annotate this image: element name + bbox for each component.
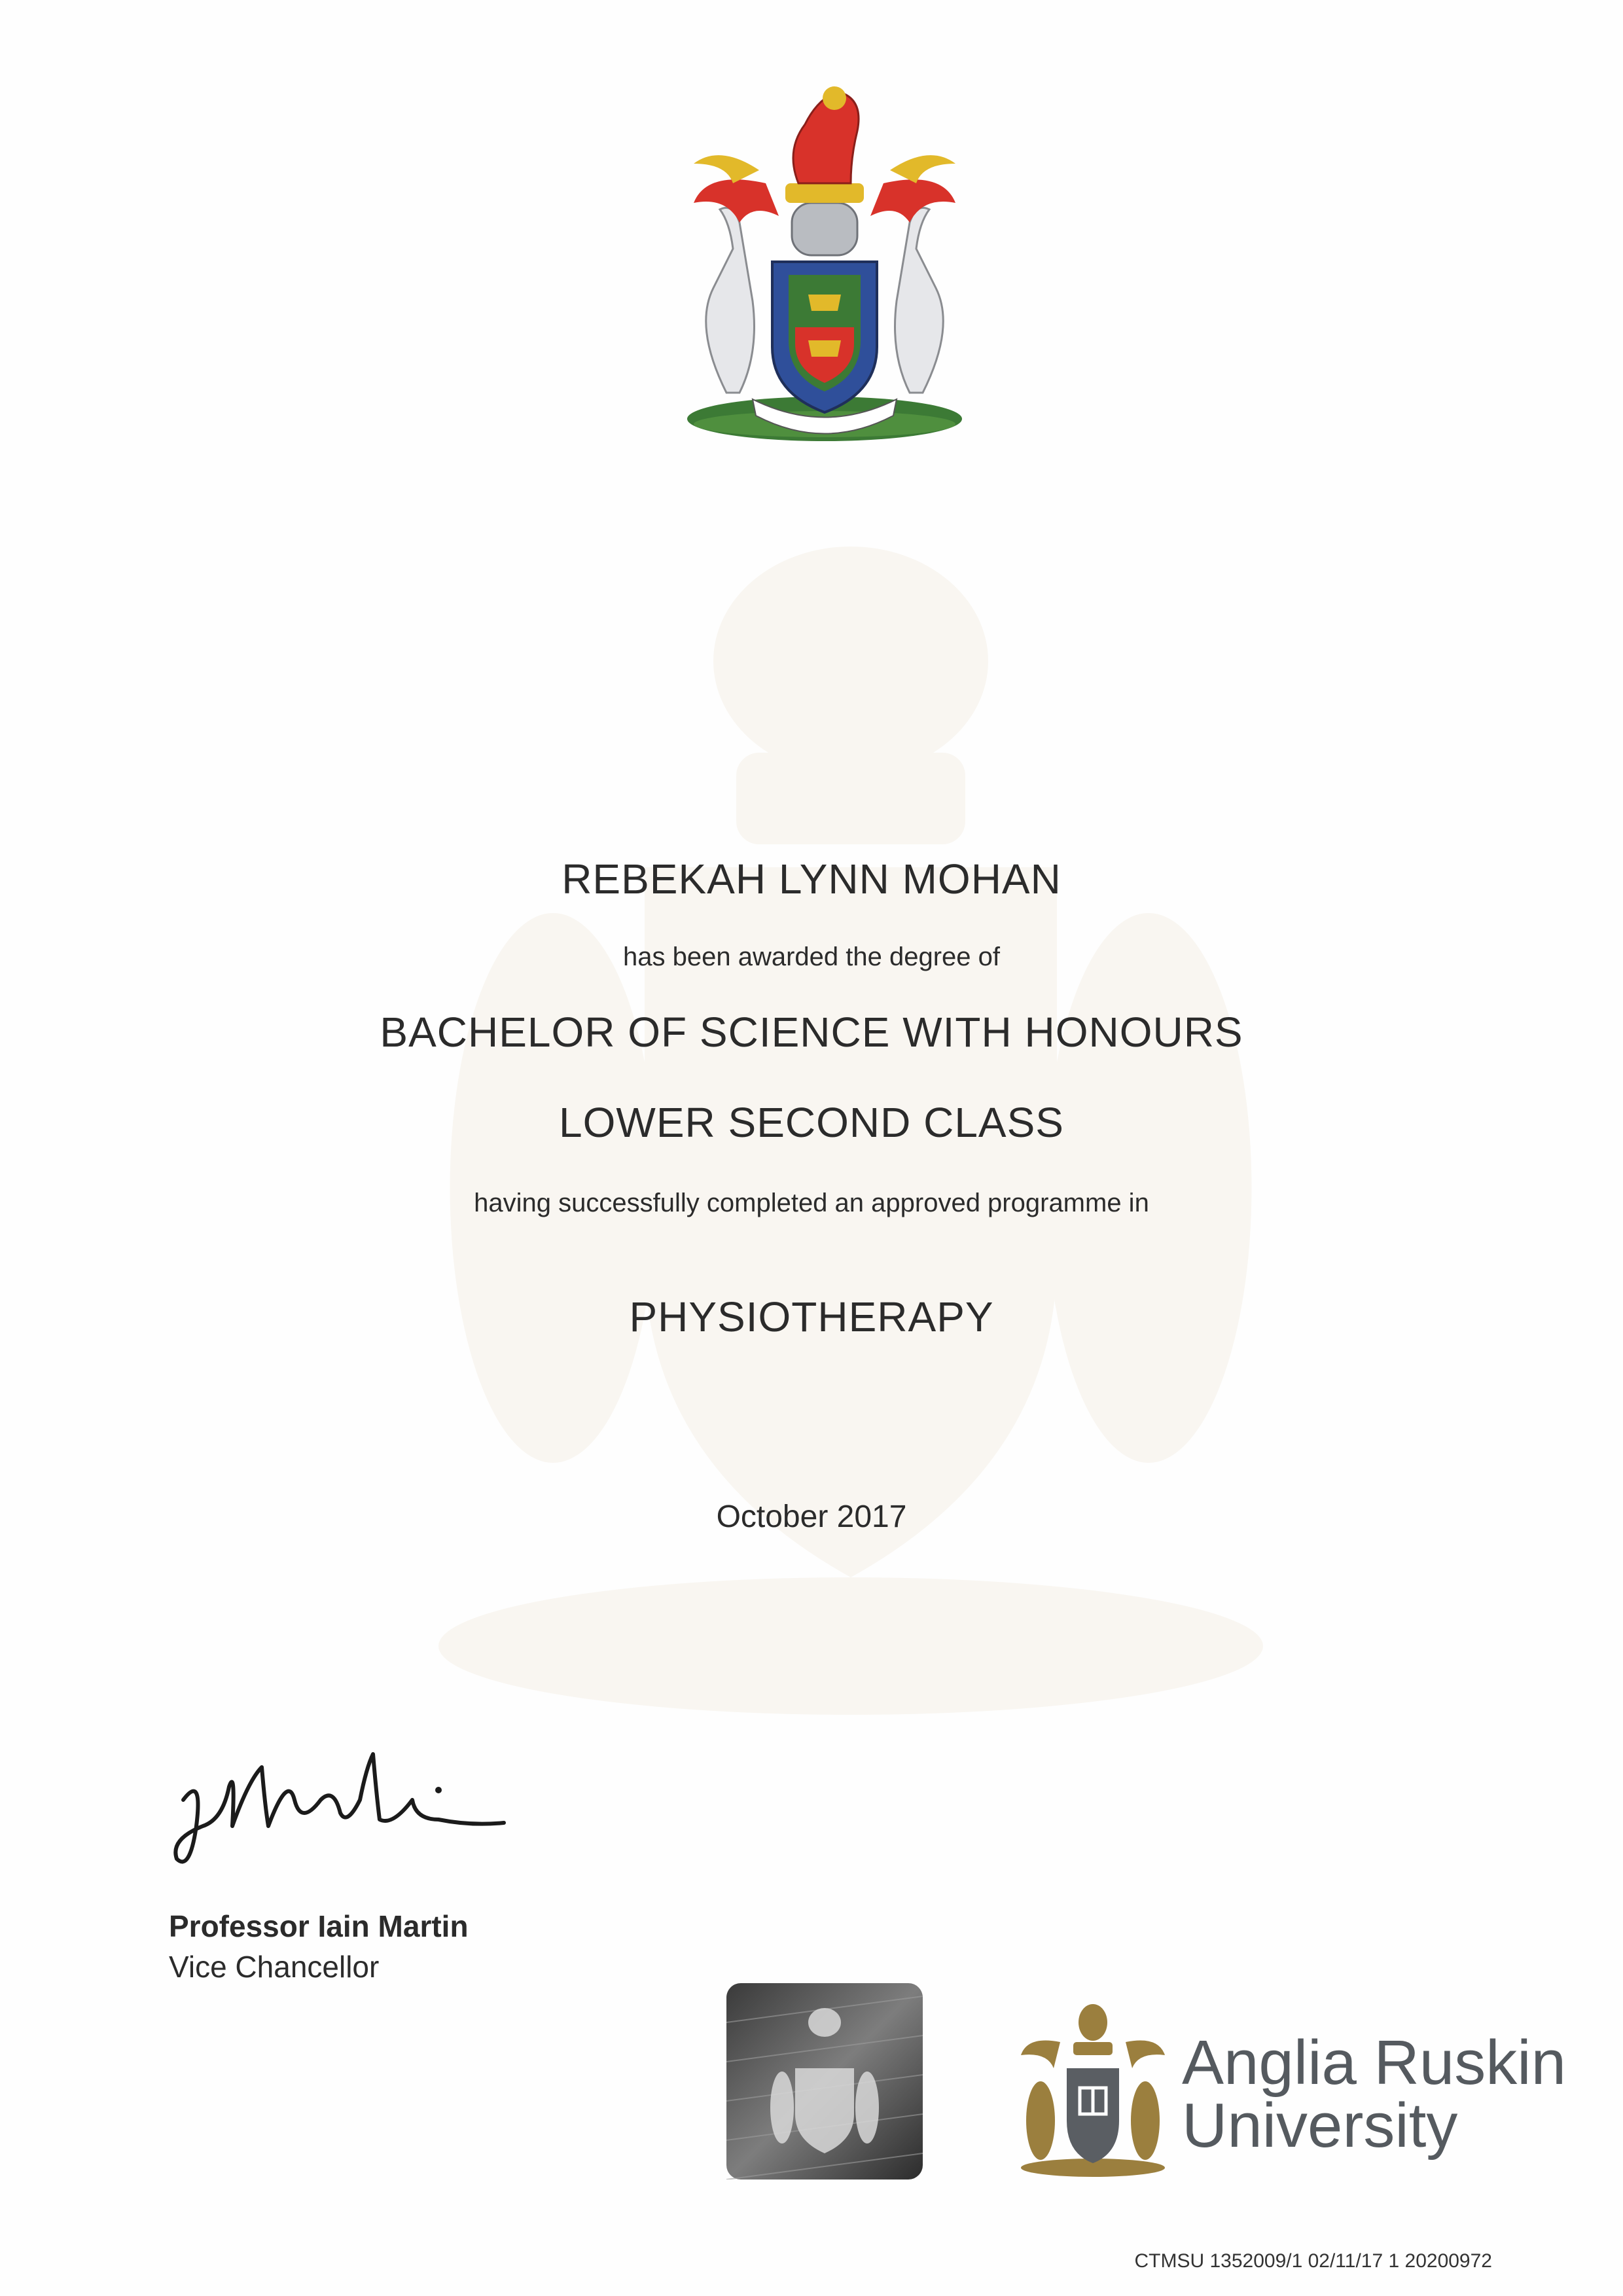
university-logo-crest [1014, 1996, 1171, 2179]
degree-classification: LOWER SECOND CLASS [559, 1099, 1064, 1146]
award-date: October 2017 [716, 1499, 907, 1534]
awarded-line: has been awarded the degree of [623, 942, 1000, 971]
programme-line: having successfully completed an approved programme in [474, 1189, 1149, 1217]
logo-wordmark-line1: Anglia Ruskin [1182, 2028, 1566, 2098]
recipient-name: REBEKAH LYNN MOHAN [562, 855, 1061, 903]
certificate-reference-code: CTMSU 1352009/1 02/11/17 1 20200972 [1134, 2250, 1492, 2272]
signatory-title: Vice Chancellor [169, 1950, 380, 1984]
handwritten-signature [164, 1728, 517, 1885]
signatory-name: Professor Iain Martin [169, 1909, 469, 1943]
programme-name: PHYSIOTHERAPY [629, 1293, 994, 1340]
degree-title: BACHELOR OF SCIENCE WITH HONOURS [380, 1009, 1243, 1056]
security-hologram [726, 1983, 923, 2179]
logo-wordmark-line2: University [1182, 2090, 1458, 2161]
coat-of-arms-crest [668, 52, 982, 445]
